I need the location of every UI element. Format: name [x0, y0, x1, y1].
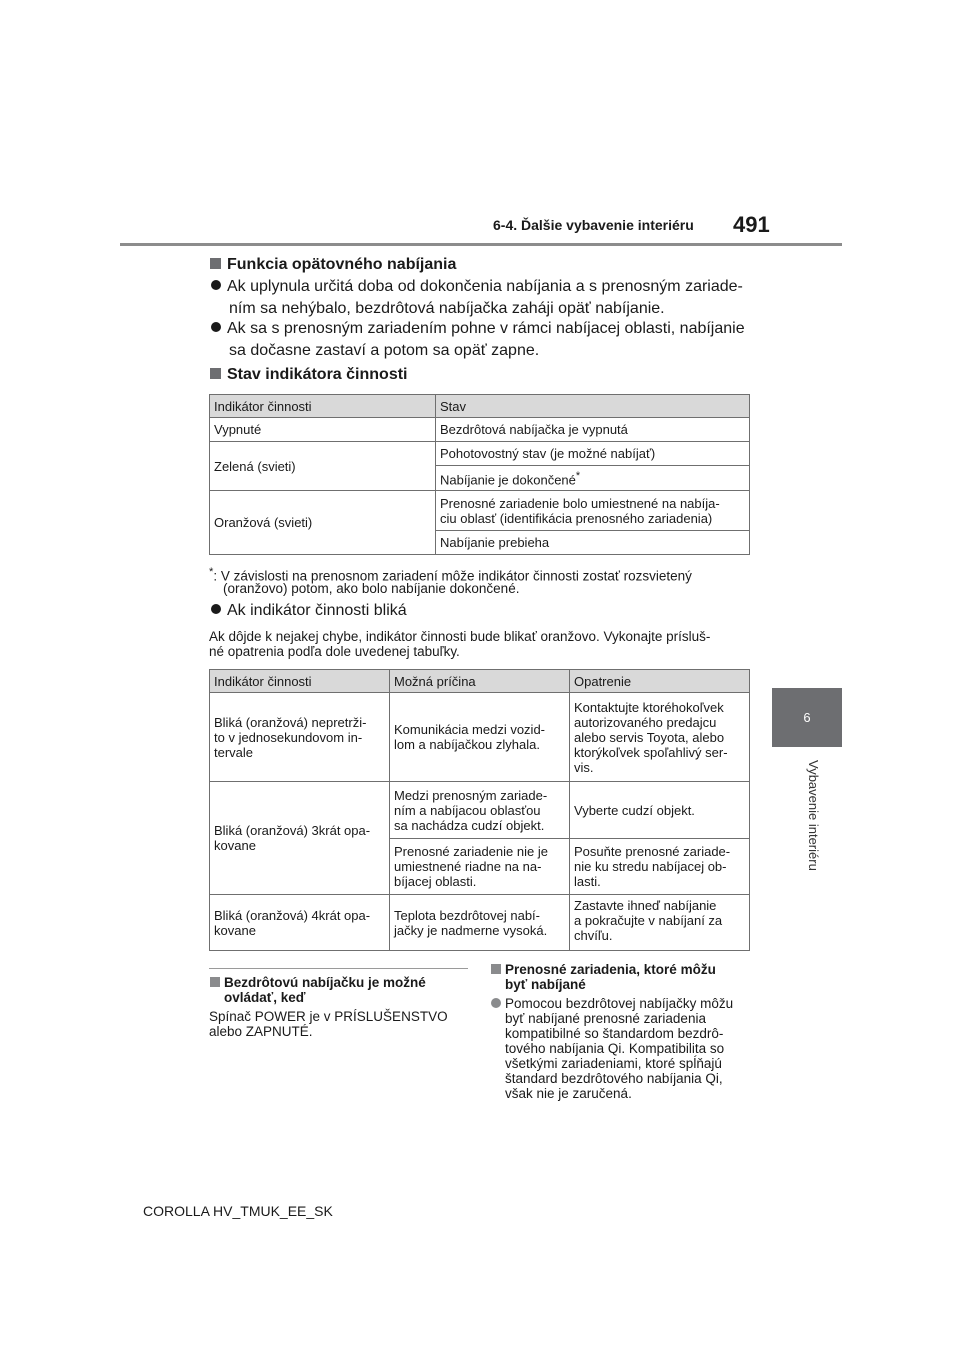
cell-line: ciu oblasť (identifikácia prenosného zariadenia) — [440, 510, 713, 526]
right-note-line: však nie je zaručená. — [505, 1086, 632, 1101]
cell-line: Komunikácia medzi vozid- — [394, 722, 546, 737]
right-note-line: všetkými zariadeniami, ktoré spĺňajú — [505, 1056, 722, 1071]
bullet-dot-icon — [211, 322, 221, 332]
blink-table — [209, 669, 750, 951]
square-bullet-icon — [210, 258, 221, 269]
bullet-2 — [211, 318, 745, 340]
right-note-line: tového nabíjania Qi. Kompatibilita so — [505, 1041, 725, 1056]
divider — [209, 968, 468, 969]
footer-model-code: COROLLA HV_TMUK_EE_SK — [143, 1203, 333, 1219]
table-cell — [210, 895, 390, 951]
table-cell — [210, 693, 390, 782]
cell-line: autorizovaného predajcu — [574, 714, 717, 730]
square-bullet-icon — [210, 977, 220, 987]
cell-line: Vyberte cudzí objekt. — [574, 802, 695, 818]
table-cell — [390, 782, 570, 839]
cell-line: bíjacej oblasti. — [394, 874, 477, 889]
cell-line: tervale — [214, 744, 254, 760]
cell-line: Prenosné zariadenie nie je — [394, 844, 548, 859]
right-note-line: kompatibilné so štandardom bezdrô- — [505, 1026, 724, 1041]
left-note-title-line-2: ovládať, keď — [224, 990, 306, 1005]
heading-indicator-text: Stav indikátora činnosti — [227, 366, 408, 383]
table-cell: Pohotovostný stav (je možné nabíjať) — [436, 442, 750, 466]
heading-recharge-text: Funkcia opätovného nabíjania — [227, 256, 457, 273]
table-cell: Vypnuté — [210, 418, 436, 442]
table-cell: Oranžová (svieti) — [210, 491, 436, 555]
cell-line: ktorýkoľvek spoľahlivý ser- — [574, 744, 728, 760]
page-number: 491 — [733, 212, 770, 237]
right-note-title — [491, 962, 716, 977]
cell-line: ním a nabíjacou oblasťou — [394, 802, 541, 818]
bullet-dot-icon — [211, 604, 221, 614]
cell-line: Bliká (oranžová) nepretrži- — [214, 714, 367, 730]
section-title: 6-4. Ďalšie vybavenie interiéru — [493, 217, 694, 233]
right-note-line: štandard bezdrôtového nabíjania Qi, — [505, 1071, 723, 1086]
table-cell — [390, 693, 570, 782]
bullet-2-line-2: sa dočasne zastaví a potom sa opäť zapne. — [229, 342, 540, 359]
cell-line: lom a nabíjačkou zlyhala. — [394, 737, 540, 752]
cell-line: umiestnené riadne na na- — [394, 859, 542, 874]
footnote-line-1: : V závislosti na prenosnom zariadení môže indikátor činnosti zostať rozsvietený — [213, 568, 692, 584]
col-header: Indikátor činnosti — [210, 670, 390, 693]
cell-line: jačky je nadmerne vysoká. — [394, 922, 548, 938]
footnote-line-2: (oranžovo) potom, ako bolo nabíjanie dokončené. — [223, 581, 520, 596]
bullet-1-line-2: ním sa nehýbalo, bezdrôtová nabíjačka zaháji opäť nabíjanie. — [229, 300, 665, 317]
cell-line: kovane — [214, 838, 256, 853]
cell-line: to v jednosekundovom in- — [214, 729, 363, 745]
chapter-number: 6 — [803, 710, 811, 725]
chapter-label: Vybavenie interiéru — [806, 760, 821, 871]
blink-heading — [211, 600, 407, 622]
cell-line: kovane — [214, 922, 256, 938]
cell-line: Medzi prenosným zariade- — [394, 787, 548, 803]
cell-line: vis. — [574, 759, 594, 775]
right-note-line: byť nabíjané prenosné zariadenia — [505, 1011, 706, 1026]
heading-indicator — [210, 366, 407, 384]
table-cell — [390, 839, 570, 895]
left-note-text-line-2: alebo ZAPNUTÉ. — [209, 1024, 313, 1039]
bullet-dot-icon — [491, 998, 501, 1008]
right-note-title-line-1: Prenosné zariadenia, ktoré môžu — [505, 962, 716, 977]
table-cell — [570, 693, 750, 782]
right-note-line: Pomocou bezdrôtovej nabíjačky môžu — [505, 996, 734, 1011]
table-cell — [570, 895, 750, 951]
table-cell — [570, 839, 750, 895]
bullet-dot-icon — [211, 280, 221, 290]
indicator-table — [209, 394, 750, 555]
table-cell: Nabíjanie prebieha — [436, 531, 750, 555]
bullet-2-line-1: Ak sa s prenosným zariadením pohne v rámci nabíjacej oblasti, nabíjanie — [227, 320, 745, 337]
cell-line: Kontaktujte ktoréhokoľvek — [574, 699, 724, 715]
cell-line: chvíľu. — [574, 928, 613, 943]
cell-line: Bliká (oranžová) 4krát opa- — [214, 907, 371, 923]
left-note-title — [210, 975, 426, 990]
cell-line: Zastavte ihneď nabíjanie — [574, 898, 717, 913]
bullet-1-line-1: Ak uplynula určitá doba od dokončenia nabíjania a s prenosným zariade- — [227, 278, 743, 295]
cell-line: a pokračujte v nabíjaní za — [574, 913, 723, 928]
right-note-text — [491, 996, 733, 1011]
col-header: Opatrenie — [570, 670, 750, 693]
table-cell — [210, 782, 390, 895]
bullet-1 — [211, 276, 743, 298]
square-bullet-icon — [491, 964, 501, 974]
blink-text-line-2: né opatrenia podľa dole uvedenej tabuľky. — [209, 644, 460, 659]
left-note-title-line-1: Bezdrôtovú nabíjačku je možné — [224, 975, 426, 990]
cell-line: alebo servis Toyota, alebo — [574, 729, 725, 745]
heading-recharge — [210, 256, 456, 274]
cell-line: sa nachádza cudzí objekt. — [394, 817, 545, 833]
col-header: Indikátor činnosti — [210, 395, 436, 418]
square-bullet-icon — [210, 368, 221, 379]
footnote-mark: * — [209, 566, 214, 578]
left-note-text-line-1: Spínač POWER je v PRÍSLUŠENSTVO — [209, 1009, 448, 1024]
table-cell: Bezdrôtová nabíjačka je vypnutá — [436, 418, 750, 442]
blink-text-line-1: Ak dôjde k nejakej chybe, indikátor činnosti bude blikať oranžovo. Vykonajte prísluš- — [209, 629, 711, 644]
table-cell — [436, 491, 750, 531]
cell-text: Nabíjanie je dokončené — [440, 472, 576, 488]
cell-line: Prenosné zariadenie bolo umiestnené na nabíja- — [440, 495, 720, 511]
table-cell — [570, 782, 750, 839]
blink-heading-text: Ak indikátor činnosti bliká — [227, 602, 407, 619]
header-rule — [120, 243, 842, 246]
footnote-star: * — [575, 470, 581, 482]
col-header: Stav — [436, 395, 750, 418]
cell-line: nie ku stredu nabíjacej ob- — [574, 859, 727, 874]
right-note-title-line-2: byť nabíjané — [505, 977, 586, 992]
col-header: Možná príčina — [390, 670, 570, 693]
cell-line: Bliká (oranžová) 3krát opa- — [214, 823, 371, 838]
chapter-tab — [772, 688, 842, 747]
table-cell — [436, 466, 750, 491]
cell-line: Posuňte prenosné zariade- — [574, 844, 731, 859]
table-cell: Zelená (svieti) — [210, 442, 436, 491]
cell-line: lasti. — [574, 874, 601, 889]
cell-line: Teplota bezdrôtovej nabí- — [394, 907, 540, 923]
table-cell — [390, 895, 570, 951]
